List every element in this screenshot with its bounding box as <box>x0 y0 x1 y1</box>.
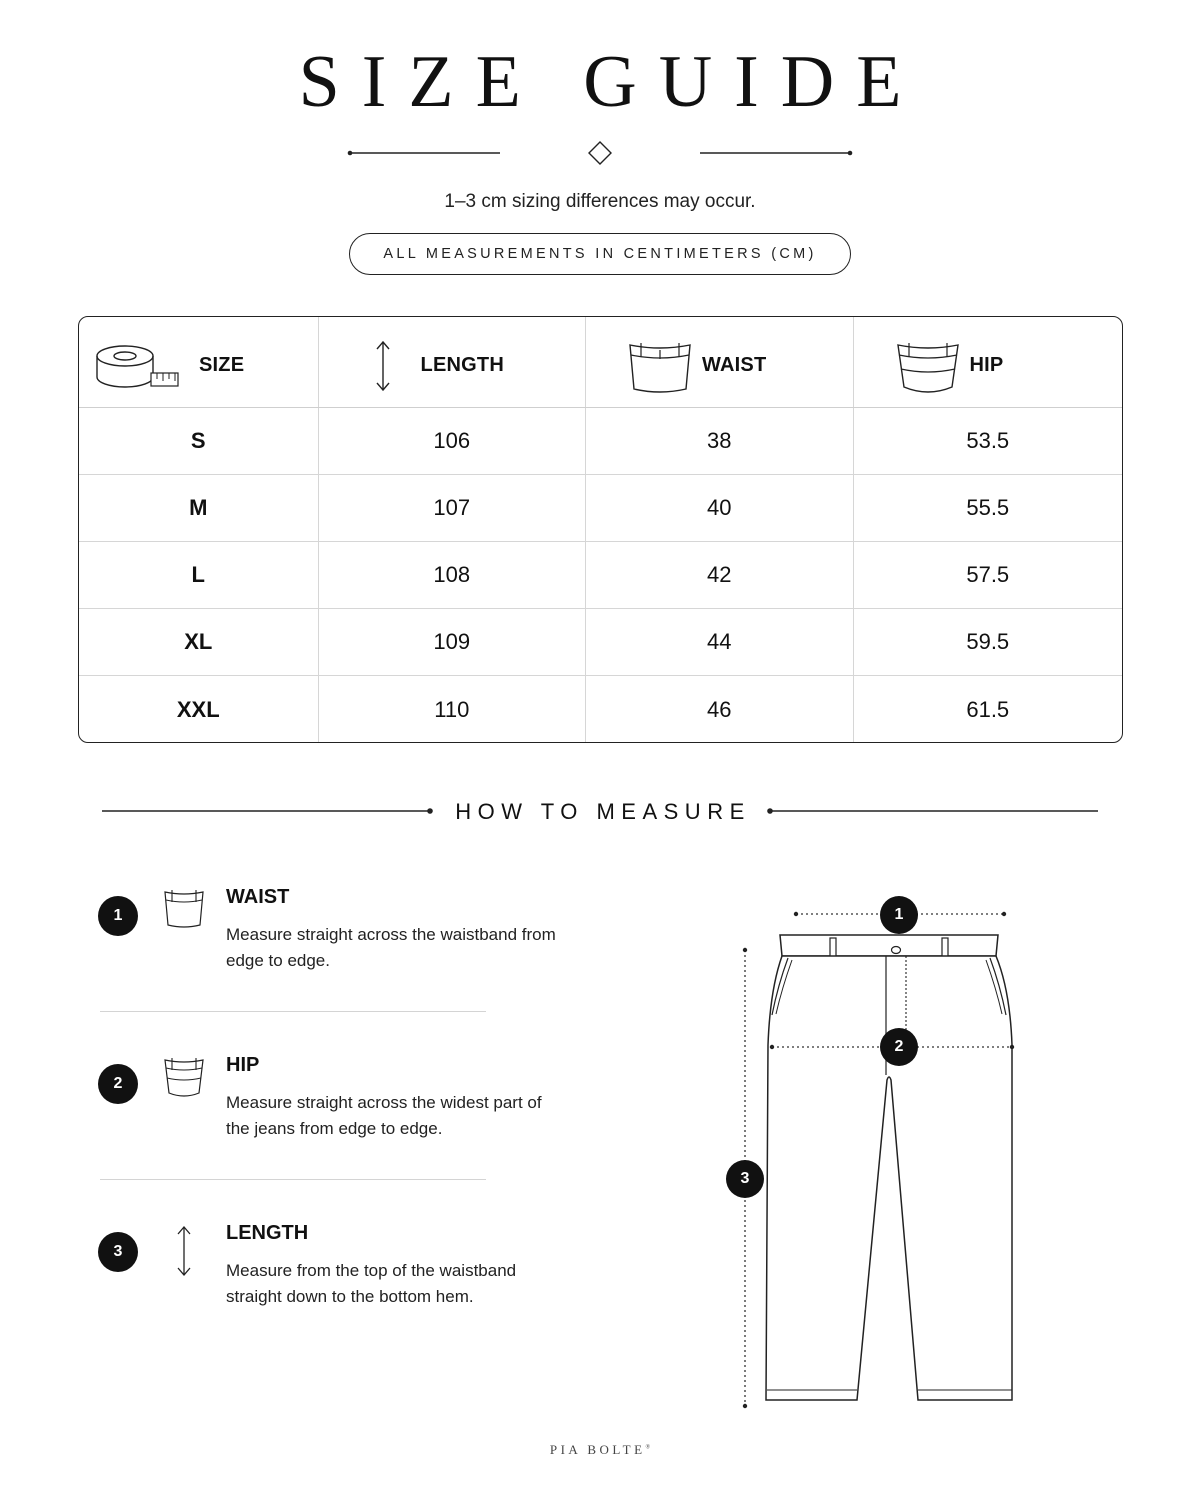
step-number-badge: 3 <box>98 1232 138 1272</box>
cell-waist: 44 <box>586 609 853 675</box>
cell-hip: 59.5 <box>966 629 1010 654</box>
step-description: Measure straight across the widest part of the jeans from edge to edge. <box>226 1093 542 1138</box>
waist-icon <box>626 339 694 395</box>
units-badge: ALL MEASUREMENTS IN CENTIMETERS (CM) <box>349 233 851 275</box>
cell-size: XXL <box>79 676 319 743</box>
sizing-note: 1–3 cm sizing differences may occur. <box>444 191 756 212</box>
hip-icon <box>894 339 962 397</box>
cell-waist: 40 <box>586 475 853 541</box>
page-title: SIZE GUIDE <box>298 41 924 123</box>
vertical-arrow-icon <box>174 1224 194 1278</box>
header-label-hip: HIP <box>969 354 1004 376</box>
cell-length: 110 <box>319 676 586 743</box>
jeans-outline-icon <box>720 890 1060 1420</box>
cell-hip: 55.5 <box>966 495 1010 520</box>
table-row <box>79 609 1122 676</box>
step-divider <box>100 1179 486 1180</box>
cell-hip: 61.5 <box>966 696 1010 722</box>
diamond-icon <box>589 142 611 164</box>
cell-size: XL <box>79 609 319 675</box>
header-label-size: SIZE <box>199 354 245 376</box>
table-row <box>79 475 1122 542</box>
cell-waist: 42 <box>586 542 853 608</box>
table-row <box>79 676 1122 743</box>
measure-step-length <box>98 1220 558 1350</box>
cell-length: 106 <box>319 408 586 474</box>
cell-hip: 57.5 <box>966 562 1010 587</box>
cell-size: S <box>79 408 319 474</box>
diagram-marker-hip: 2 <box>880 1028 918 1066</box>
header-label-length: LENGTH <box>420 354 504 376</box>
cell-hip: 53.5 <box>966 428 1010 453</box>
table-row <box>79 542 1122 609</box>
step-number-badge: 2 <box>98 1064 138 1104</box>
cell-size: L <box>79 542 319 608</box>
header-size <box>79 317 319 407</box>
measure-step-waist <box>98 884 558 1014</box>
cell-waist: 46 <box>586 676 853 743</box>
hip-icon <box>162 1055 206 1099</box>
brand-name: PIA BOLTE <box>549 1442 646 1457</box>
header-label-waist: WAIST <box>702 354 767 376</box>
diagram-marker-waist: 1 <box>880 896 918 934</box>
cell-length: 108 <box>319 542 586 608</box>
cell-waist: 38 <box>586 408 853 474</box>
waist-icon <box>162 887 206 929</box>
cell-length: 107 <box>319 475 586 541</box>
brand-logo <box>0 1442 1200 1458</box>
step-description: Measure from the top of the waistband straight down to the bottom hem. <box>226 1261 517 1306</box>
step-heading: HIP <box>226 1054 260 1076</box>
vertical-arrow-icon <box>373 339 393 393</box>
header-length <box>319 317 586 407</box>
registered-mark: ® <box>645 1444 651 1451</box>
step-heading: LENGTH <box>226 1222 309 1244</box>
header-hip <box>854 317 1122 407</box>
header-waist <box>586 317 853 407</box>
cell-length: 109 <box>319 609 586 675</box>
measure-step-hip <box>98 1052 558 1182</box>
ornament-divider <box>340 135 860 171</box>
diagram-marker-length: 3 <box>726 1160 764 1198</box>
step-heading: WAIST <box>226 886 290 908</box>
cell-size: M <box>79 475 319 541</box>
step-divider <box>100 1011 486 1012</box>
step-description: Measure straight across the waistband from edge to edge. <box>226 925 556 970</box>
how-to-measure-title: HOW TO MEASURE <box>455 799 751 824</box>
table-row <box>79 408 1122 475</box>
tape-measure-icon <box>95 343 181 391</box>
table-header-row <box>79 317 1122 408</box>
step-number-badge: 1 <box>98 896 138 936</box>
size-table <box>78 316 1123 743</box>
